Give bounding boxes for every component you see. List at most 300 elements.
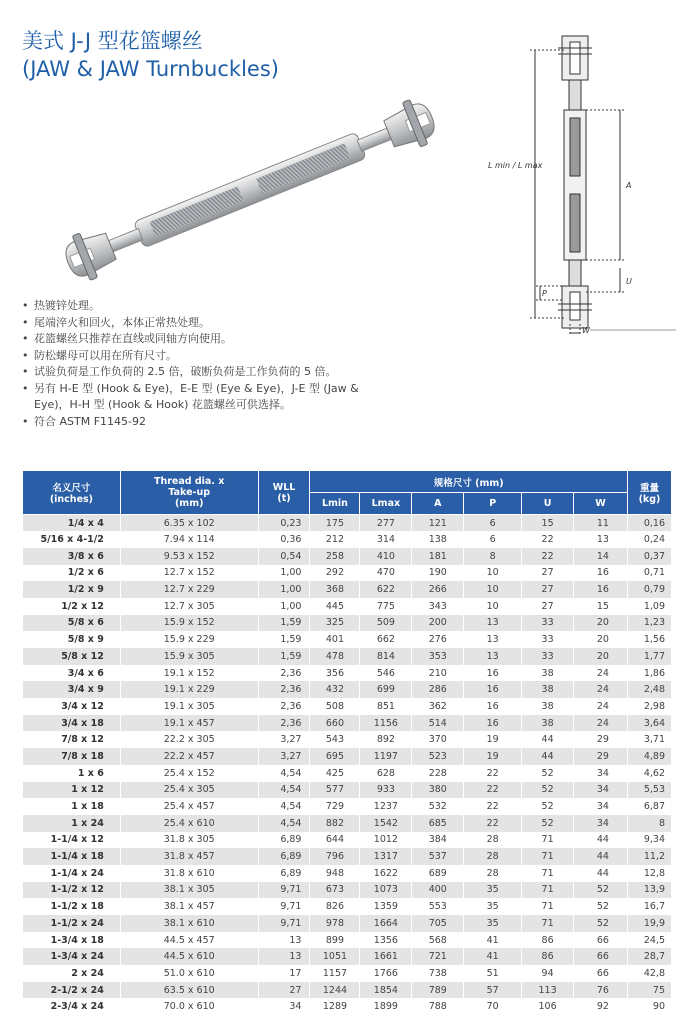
header-a: A — [412, 493, 464, 515]
table-row — [23, 815, 672, 832]
cell-wll: 1,59 — [258, 615, 310, 632]
cell-thread: 44.5 x 610 — [120, 948, 258, 965]
header-lmax: Lmax — [360, 493, 412, 515]
cell-a: 362 — [412, 698, 464, 715]
cell-u: 33 — [522, 631, 574, 648]
cell-w: 92 — [574, 998, 628, 1015]
cell-p: 10 — [464, 565, 522, 582]
cell-kg: 3,64 — [627, 715, 671, 732]
cell-lmax: 1664 — [360, 915, 412, 932]
cell-u: 27 — [522, 565, 574, 582]
cell-w: 16 — [574, 565, 628, 582]
cell-u: 71 — [522, 898, 574, 915]
header-wll: WLL (t) — [258, 471, 310, 515]
cell-a: 210 — [412, 665, 464, 682]
cell-w: 52 — [574, 915, 628, 932]
cell-lmax: 775 — [360, 598, 412, 615]
cell-lmax: 1854 — [360, 982, 412, 999]
cell-w: 20 — [574, 648, 628, 665]
cell-wll: 1,59 — [258, 631, 310, 648]
cell-lmax: 1766 — [360, 965, 412, 982]
cell-wll: 27 — [258, 982, 310, 999]
cell-wll: 2,36 — [258, 681, 310, 698]
cell-u: 38 — [522, 681, 574, 698]
cell-a: 705 — [412, 915, 464, 932]
u-label: U — [626, 277, 632, 286]
cell-size: 7/8 x 18 — [23, 748, 121, 765]
cell-kg: 8 — [627, 815, 671, 832]
cell-thread: 12.7 x 305 — [120, 598, 258, 615]
cell-lmin: 432 — [310, 681, 360, 698]
cell-lmax: 1542 — [360, 815, 412, 832]
cell-thread: 19.1 x 152 — [120, 665, 258, 682]
cell-size: 1 x 18 — [23, 798, 121, 815]
cell-size: 1/2 x 6 — [23, 565, 121, 582]
cell-p: 70 — [464, 998, 522, 1015]
table-row — [23, 548, 672, 565]
cell-thread: 31.8 x 610 — [120, 865, 258, 882]
header-spec-group: 规格尺寸 (mm) — [310, 471, 627, 493]
cell-size: 3/8 x 6 — [23, 548, 121, 565]
cell-a: 276 — [412, 631, 464, 648]
cell-lmin: 899 — [310, 932, 360, 949]
cell-thread: 22.2 x 457 — [120, 748, 258, 765]
cell-wll: 0,54 — [258, 548, 310, 565]
cell-thread: 38.1 x 457 — [120, 898, 258, 915]
cell-a: 181 — [412, 548, 464, 565]
cell-u: 22 — [522, 531, 574, 548]
cell-p: 28 — [464, 865, 522, 882]
table-row — [23, 982, 672, 999]
cell-u: 38 — [522, 715, 574, 732]
cell-kg: 13,9 — [627, 882, 671, 899]
cell-a: 689 — [412, 865, 464, 882]
cell-size: 1-3/4 x 24 — [23, 948, 121, 965]
cell-size: 5/8 x 9 — [23, 631, 121, 648]
cell-lmax: 509 — [360, 615, 412, 632]
cell-lmax: 1156 — [360, 715, 412, 732]
cell-wll: 9,71 — [258, 898, 310, 915]
cell-wll: 3,27 — [258, 748, 310, 765]
cell-a: 537 — [412, 848, 464, 865]
cell-thread: 63.5 x 610 — [120, 982, 258, 999]
cell-p: 16 — [464, 715, 522, 732]
cell-p: 51 — [464, 965, 522, 982]
cell-size: 1-1/4 x 24 — [23, 865, 121, 882]
cell-lmin: 356 — [310, 665, 360, 682]
cell-thread: 19.1 x 305 — [120, 698, 258, 715]
cell-u: 52 — [522, 798, 574, 815]
cell-p: 10 — [464, 581, 522, 598]
cell-p: 57 — [464, 982, 522, 999]
table-row — [23, 515, 672, 532]
feature-item: • 试验负荷是工作负荷的 2.5 倍，破断负荷是工作负荷的 5 倍。 — [22, 364, 382, 381]
table-row — [23, 565, 672, 582]
cell-w: 20 — [574, 615, 628, 632]
cell-kg: 1,86 — [627, 665, 671, 682]
cell-lmin: 882 — [310, 815, 360, 832]
cell-p: 8 — [464, 548, 522, 565]
cell-lmax: 1237 — [360, 798, 412, 815]
cell-lmin: 401 — [310, 631, 360, 648]
cell-u: 33 — [522, 648, 574, 665]
cell-thread: 6.35 x 102 — [120, 515, 258, 532]
cell-a: 384 — [412, 832, 464, 849]
cell-kg: 4,89 — [627, 748, 671, 765]
cell-p: 28 — [464, 832, 522, 849]
cell-lmax: 814 — [360, 648, 412, 665]
cell-w: 52 — [574, 882, 628, 899]
cell-wll: 9,71 — [258, 915, 310, 932]
cell-wll: 2,36 — [258, 715, 310, 732]
cell-lmin: 508 — [310, 698, 360, 715]
cell-kg: 42,8 — [627, 965, 671, 982]
cell-thread: 15.9 x 229 — [120, 631, 258, 648]
cell-wll: 6,89 — [258, 865, 310, 882]
cell-lmax: 1661 — [360, 948, 412, 965]
cell-lmax: 628 — [360, 765, 412, 782]
cell-size: 1-3/4 x 18 — [23, 932, 121, 949]
cell-thread: 70.0 x 610 — [120, 998, 258, 1015]
cell-u: 44 — [522, 731, 574, 748]
title-english: (JAW & JAW Turnbuckles) — [22, 55, 279, 83]
cell-a: 568 — [412, 932, 464, 949]
cell-size: 5/8 x 12 — [23, 648, 121, 665]
cell-p: 6 — [464, 531, 522, 548]
cell-lmin: 212 — [310, 531, 360, 548]
cell-size: 2-1/2 x 24 — [23, 982, 121, 999]
cell-size: 1 x 24 — [23, 815, 121, 832]
cell-kg: 1,77 — [627, 648, 671, 665]
cell-size: 1-1/4 x 12 — [23, 832, 121, 849]
cell-kg: 4,62 — [627, 765, 671, 782]
cell-thread: 25.4 x 457 — [120, 798, 258, 815]
cell-lmin: 826 — [310, 898, 360, 915]
cell-p: 16 — [464, 698, 522, 715]
cell-thread: 19.1 x 457 — [120, 715, 258, 732]
cell-w: 52 — [574, 898, 628, 915]
cell-u: 71 — [522, 848, 574, 865]
cell-lmax: 277 — [360, 515, 412, 532]
cell-wll: 9,71 — [258, 882, 310, 899]
cell-p: 41 — [464, 932, 522, 949]
feature-item: • 尾端淬火和回火，本体正常热处理。 — [22, 315, 382, 332]
cell-w: 15 — [574, 598, 628, 615]
cell-p: 13 — [464, 615, 522, 632]
cell-thread: 38.1 x 305 — [120, 882, 258, 899]
cell-thread: 15.9 x 152 — [120, 615, 258, 632]
cell-kg: 0,16 — [627, 515, 671, 532]
cell-lmin: 1289 — [310, 998, 360, 1015]
table-row — [23, 782, 672, 799]
header-weight: 重量 (kg) — [627, 471, 671, 515]
header-lmin: Lmin — [310, 493, 360, 515]
cell-w: 66 — [574, 948, 628, 965]
cell-lmin: 445 — [310, 598, 360, 615]
cell-p: 41 — [464, 948, 522, 965]
header-size: 名义尺寸 (inches) — [23, 471, 121, 515]
cell-kg: 3,71 — [627, 731, 671, 748]
cell-a: 138 — [412, 531, 464, 548]
cell-u: 27 — [522, 598, 574, 615]
cell-p: 35 — [464, 915, 522, 932]
cell-w: 14 — [574, 548, 628, 565]
cell-size: 1 x 12 — [23, 782, 121, 799]
cell-wll: 4,54 — [258, 815, 310, 832]
cell-kg: 11,2 — [627, 848, 671, 865]
cell-u: 52 — [522, 815, 574, 832]
table-body — [23, 515, 672, 1015]
cell-a: 789 — [412, 982, 464, 999]
cell-wll: 2,36 — [258, 665, 310, 682]
cell-w: 24 — [574, 681, 628, 698]
header-p: P — [464, 493, 522, 515]
cell-lmax: 1073 — [360, 882, 412, 899]
cell-lmax: 314 — [360, 531, 412, 548]
cell-lmax: 1622 — [360, 865, 412, 882]
cell-a: 721 — [412, 948, 464, 965]
cell-w: 66 — [574, 932, 628, 949]
cell-w: 24 — [574, 715, 628, 732]
cell-p: 19 — [464, 731, 522, 748]
cell-w: 13 — [574, 531, 628, 548]
cell-lmax: 1197 — [360, 748, 412, 765]
cell-u: 106 — [522, 998, 574, 1015]
cell-a: 685 — [412, 815, 464, 832]
cell-size: 1 x 6 — [23, 765, 121, 782]
cell-u: 44 — [522, 748, 574, 765]
cell-kg: 16,7 — [627, 898, 671, 915]
cell-a: 266 — [412, 581, 464, 598]
cell-lmax: 1317 — [360, 848, 412, 865]
cell-u: 71 — [522, 882, 574, 899]
table-row — [23, 932, 672, 949]
cell-size: 5/16 x 4-1/2 — [23, 531, 121, 548]
cell-lmax: 892 — [360, 731, 412, 748]
cell-kg: 0,24 — [627, 531, 671, 548]
cell-thread: 15.9 x 305 — [120, 648, 258, 665]
cell-wll: 4,54 — [258, 798, 310, 815]
cell-thread: 12.7 x 229 — [120, 581, 258, 598]
cell-u: 33 — [522, 615, 574, 632]
cell-kg: 5,53 — [627, 782, 671, 799]
cell-lmin: 368 — [310, 581, 360, 598]
cell-size: 7/8 x 12 — [23, 731, 121, 748]
table-row — [23, 865, 672, 882]
cell-w: 29 — [574, 748, 628, 765]
table-row — [23, 965, 672, 982]
cell-kg: 24,5 — [627, 932, 671, 949]
cell-lmin: 577 — [310, 782, 360, 799]
table-row — [23, 998, 672, 1015]
cell-u: 86 — [522, 932, 574, 949]
cell-thread: 31.8 x 457 — [120, 848, 258, 865]
table-row — [23, 948, 672, 965]
cell-w: 44 — [574, 865, 628, 882]
cell-kg: 1,56 — [627, 631, 671, 648]
cell-size: 3/4 x 18 — [23, 715, 121, 732]
cell-size: 1-1/4 x 18 — [23, 848, 121, 865]
length-label: L min / L max — [488, 161, 543, 170]
cell-a: 523 — [412, 748, 464, 765]
table-row — [23, 631, 672, 648]
cell-p: 19 — [464, 748, 522, 765]
cell-p: 13 — [464, 648, 522, 665]
cell-lmin: 948 — [310, 865, 360, 882]
cell-p: 35 — [464, 898, 522, 915]
cell-w: 34 — [574, 782, 628, 799]
cell-lmin: 796 — [310, 848, 360, 865]
cell-p: 22 — [464, 782, 522, 799]
feature-item: • 花篮螺丝只推荐在直线或同轴方向使用。 — [22, 331, 382, 348]
feature-item: • 热镀锌处理。 — [22, 298, 382, 315]
cell-w: 20 — [574, 631, 628, 648]
cell-size: 1-1/2 x 24 — [23, 915, 121, 932]
cell-kg: 2,98 — [627, 698, 671, 715]
cell-a: 353 — [412, 648, 464, 665]
feature-item: • 另有 H-E 型 (Hook & Eye)，E-E 型 (Eye & Eye)，J-E 型 (Jaw & Eye)，H-H 型 (Hook & Hook) 花篮螺丝可供选择。 — [22, 381, 382, 414]
cell-wll: 4,54 — [258, 782, 310, 799]
cell-lmax: 699 — [360, 681, 412, 698]
cell-p: 22 — [464, 815, 522, 832]
table-row — [23, 715, 672, 732]
table-row — [23, 832, 672, 849]
cell-lmin: 673 — [310, 882, 360, 899]
cell-a: 380 — [412, 782, 464, 799]
cell-wll: 3,27 — [258, 731, 310, 748]
cell-lmin: 729 — [310, 798, 360, 815]
cell-wll: 17 — [258, 965, 310, 982]
cell-a: 286 — [412, 681, 464, 698]
table-row — [23, 848, 672, 865]
cell-lmin: 543 — [310, 731, 360, 748]
cell-u: 22 — [522, 548, 574, 565]
cell-lmin: 660 — [310, 715, 360, 732]
cell-lmax: 933 — [360, 782, 412, 799]
cell-lmin: 978 — [310, 915, 360, 932]
title-chinese: 美式 J-J 型花篮螺丝 — [22, 28, 279, 55]
cell-lmin: 258 — [310, 548, 360, 565]
cell-lmax: 851 — [360, 698, 412, 715]
cell-kg: 12,8 — [627, 865, 671, 882]
cell-wll: 1,00 — [258, 565, 310, 582]
cell-wll: 13 — [258, 932, 310, 949]
header-w: W — [574, 493, 628, 515]
cell-w: 34 — [574, 765, 628, 782]
cell-u: 86 — [522, 948, 574, 965]
cell-u: 27 — [522, 581, 574, 598]
cell-u: 15 — [522, 515, 574, 532]
cell-w: 34 — [574, 798, 628, 815]
cell-wll: 1,00 — [258, 581, 310, 598]
cell-wll: 1,59 — [258, 648, 310, 665]
table-row — [23, 882, 672, 899]
cell-size: 3/4 x 12 — [23, 698, 121, 715]
cell-u: 94 — [522, 965, 574, 982]
cell-thread: 9.53 x 152 — [120, 548, 258, 565]
p-label: P — [542, 289, 547, 298]
cell-a: 532 — [412, 798, 464, 815]
w-label: W — [582, 326, 591, 335]
cell-size: 1-1/2 x 18 — [23, 898, 121, 915]
cell-thread: 51.0 x 610 — [120, 965, 258, 982]
cell-lmax: 662 — [360, 631, 412, 648]
cell-lmax: 1359 — [360, 898, 412, 915]
cell-size: 3/4 x 9 — [23, 681, 121, 698]
specification-table — [22, 470, 672, 1015]
cell-u: 38 — [522, 698, 574, 715]
cell-p: 6 — [464, 515, 522, 532]
cell-p: 28 — [464, 848, 522, 865]
cell-wll: 0,23 — [258, 515, 310, 532]
cell-p: 13 — [464, 631, 522, 648]
cell-kg: 0,71 — [627, 565, 671, 582]
table-row — [23, 765, 672, 782]
cell-lmax: 1899 — [360, 998, 412, 1015]
cell-lmax: 622 — [360, 581, 412, 598]
cell-lmin: 325 — [310, 615, 360, 632]
cell-kg: 0,79 — [627, 581, 671, 598]
cell-thread: 12.7 x 152 — [120, 565, 258, 582]
cell-w: 16 — [574, 581, 628, 598]
cell-lmin: 425 — [310, 765, 360, 782]
cell-kg: 1,09 — [627, 598, 671, 615]
cell-size: 1/4 x 4 — [23, 515, 121, 532]
cell-a: 200 — [412, 615, 464, 632]
table-row — [23, 681, 672, 698]
cell-thread: 44.5 x 457 — [120, 932, 258, 949]
cell-w: 34 — [574, 815, 628, 832]
table-row — [23, 615, 672, 632]
cell-lmin: 644 — [310, 832, 360, 849]
cell-w: 11 — [574, 515, 628, 532]
cell-lmax: 1012 — [360, 832, 412, 849]
table-row — [23, 581, 672, 598]
table-row — [23, 731, 672, 748]
cell-a: 400 — [412, 882, 464, 899]
cell-thread: 22.2 x 305 — [120, 731, 258, 748]
table-row — [23, 598, 672, 615]
cell-lmax: 546 — [360, 665, 412, 682]
cell-a: 121 — [412, 515, 464, 532]
cell-u: 71 — [522, 865, 574, 882]
cell-u: 71 — [522, 832, 574, 849]
cell-p: 22 — [464, 798, 522, 815]
cell-thread: 25.4 x 305 — [120, 782, 258, 799]
cell-p: 16 — [464, 665, 522, 682]
cell-kg: 1,23 — [627, 615, 671, 632]
cell-kg: 2,48 — [627, 681, 671, 698]
cell-w: 44 — [574, 832, 628, 849]
cell-kg: 90 — [627, 998, 671, 1015]
table-row — [23, 898, 672, 915]
cell-p: 10 — [464, 598, 522, 615]
table-row — [23, 531, 672, 548]
cell-lmin: 1244 — [310, 982, 360, 999]
cell-size: 1/2 x 9 — [23, 581, 121, 598]
feature-item: • 防松螺母可以用在所有尺寸。 — [22, 348, 382, 365]
table-row — [23, 798, 672, 815]
cell-size: 1/2 x 12 — [23, 598, 121, 615]
cell-kg: 75 — [627, 982, 671, 999]
cell-lmin: 1157 — [310, 965, 360, 982]
cell-wll: 34 — [258, 998, 310, 1015]
cell-thread: 25.4 x 610 — [120, 815, 258, 832]
cell-u: 38 — [522, 665, 574, 682]
feature-item: • 符合 ASTM F1145-92 — [22, 414, 382, 431]
cell-kg: 19,9 — [627, 915, 671, 932]
feature-list — [22, 298, 382, 430]
